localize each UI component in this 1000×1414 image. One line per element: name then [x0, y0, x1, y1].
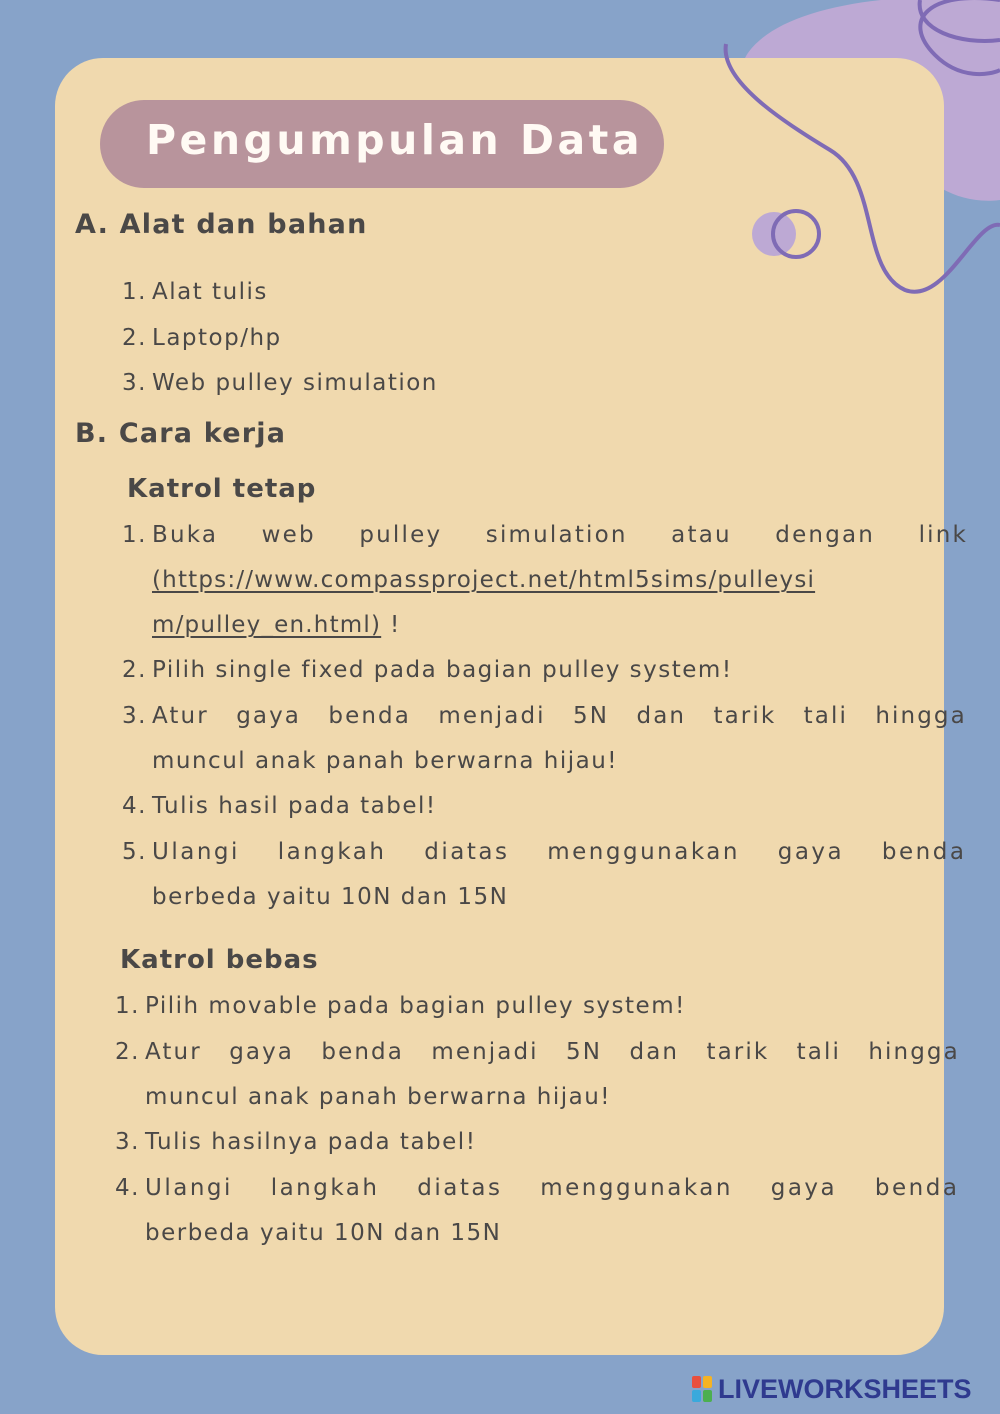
list-text: Ulangi langkah diatas menggunakan gaya benda: [152, 839, 967, 865]
simulation-link[interactable]: (https://www.compassproject.net/html5sims/pulleysi: [152, 567, 816, 593]
list-text: Ulangi langkah diatas menggunakan gaya benda: [145, 1175, 960, 1201]
list-text: muncul anak panah berwarna hijau!: [145, 1084, 612, 1110]
list-text: !: [381, 612, 401, 638]
list-text: Web pulley simulation: [152, 370, 438, 396]
list-text: Buka web pulley simulation atau dengan link: [152, 522, 969, 548]
list-text: Pilih movable pada bagian pulley system!: [145, 993, 686, 1019]
list-text: Tulis hasilnya pada tabel!: [145, 1129, 477, 1155]
title-banner: [100, 100, 664, 188]
logo-text: LIVEWORKSHEETS: [718, 1373, 972, 1404]
list-number: 3.: [115, 1129, 140, 1155]
simulation-link[interactable]: m/pulley_en.html): [152, 612, 382, 638]
list-number: 2.: [122, 325, 147, 351]
list-text: Laptop/hp: [152, 325, 282, 351]
page-title: Pengumpulan Data: [146, 116, 643, 164]
list-number: 4.: [122, 793, 147, 819]
list-number: 3.: [122, 370, 147, 396]
list-number: 5.: [122, 839, 147, 865]
list-number: 3.: [122, 703, 147, 729]
list-number: 2.: [115, 1039, 140, 1065]
list-number: 1.: [115, 993, 140, 1019]
list-text: berbeda yaitu 10N dan 15N: [145, 1220, 502, 1246]
list-text: Pilih single fixed pada bagian pulley system!: [152, 657, 733, 683]
katrol-tetap-heading: Katrol tetap: [127, 474, 317, 504]
list-text: muncul anak panah berwarna hijau!: [152, 748, 619, 774]
liveworksheets-logo-icon: [692, 1375, 714, 1403]
list-text: Tulis hasil pada tabel!: [152, 793, 437, 819]
link-line: [152, 558, 815, 603]
liveworksheets-logo[interactable]: [692, 1372, 972, 1406]
section-b-heading: B. Cara kerja: [75, 418, 287, 449]
section-a-heading: A. Alat dan bahan: [75, 209, 368, 240]
list-text: Atur gaya benda menjadi 5N dan tarik tali hingga: [145, 1039, 960, 1065]
list-text: Atur gaya benda menjadi 5N dan tarik tali hingga: [152, 703, 967, 729]
link-line: [152, 603, 401, 648]
list-number: 1.: [122, 522, 147, 548]
list-number: 2.: [122, 657, 147, 683]
katrol-bebas-heading: Katrol bebas: [120, 945, 319, 975]
list-text: Alat tulis: [152, 279, 268, 305]
list-number: 1.: [122, 279, 147, 305]
list-number: 4.: [115, 1175, 140, 1201]
list-text: berbeda yaitu 10N dan 15N: [152, 884, 509, 910]
